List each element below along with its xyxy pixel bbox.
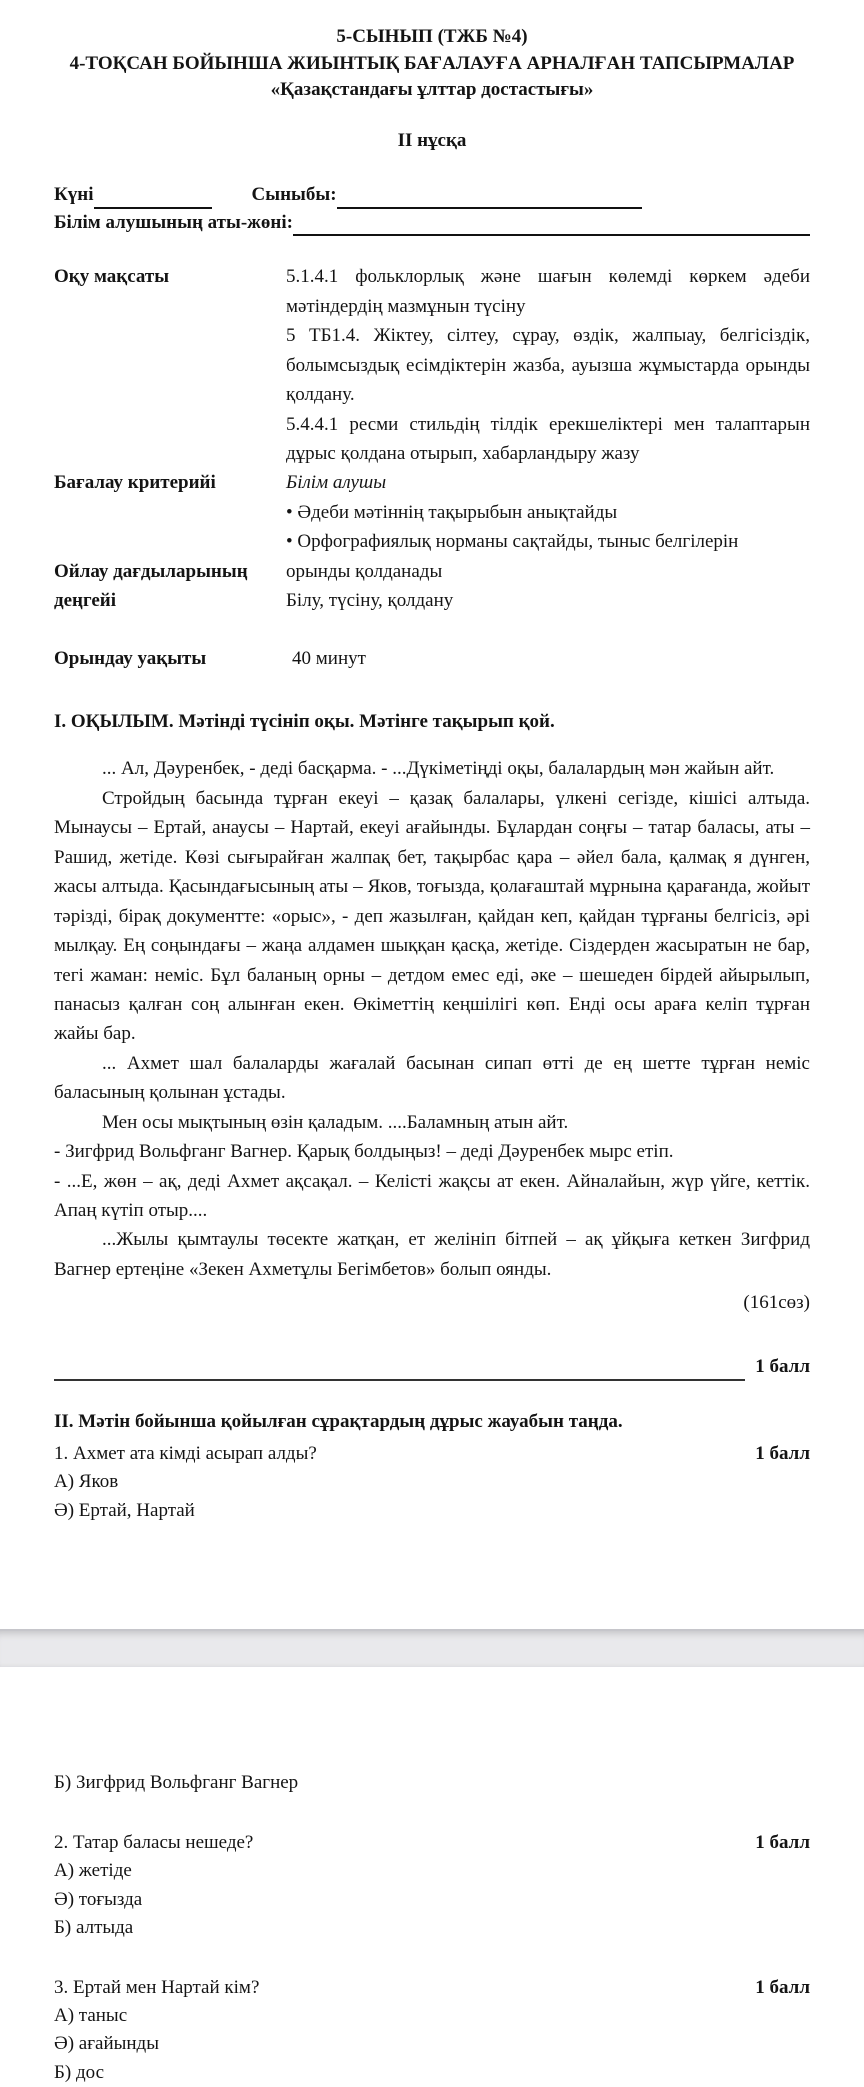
name-row [54, 209, 810, 237]
criteria-label: Бағалау критерийі [54, 468, 286, 556]
question-2-score: 1 балл [755, 1828, 810, 1857]
name-blank-line [293, 214, 810, 236]
question-1-text: 1. Ахмет ата кімді асырап алды? [54, 1439, 317, 1468]
question-1-option-b: Б) Зигфрид Вольфганг Вагнер [54, 1769, 810, 1798]
document-title-line1: 5-СЫНЫП (ТЖБ №4) [54, 24, 810, 51]
document-header [54, 24, 810, 104]
question-3-option-a: А) таныс [54, 2002, 810, 2031]
variant-title: ІІ нұсқа [54, 126, 810, 155]
date-blank-line [94, 187, 212, 209]
question-2 [54, 1828, 810, 1943]
reading-section-heading: І. ОҚЫЛЫМ. Мәтінді түсініп оқы. Мәтінге тақырып қой. [54, 707, 810, 736]
question-1 [54, 1439, 810, 1525]
duration-label: Орындау уақыты [54, 644, 286, 673]
title-answer-row [54, 1352, 810, 1381]
passage-paragraph: ... Ахмет шал балаларды жағалай басынан сипап өтті де ең шетте тұрған неміс баласының қолынан ұстады. [54, 1049, 810, 1108]
thinking-skills-value [286, 557, 810, 616]
class-blank-line [337, 187, 642, 209]
passage-paragraph: ... Ал, Дәуренбек, - деді басқарма. - ...Дүкіметіңді оқы, балалардың мән жайын айт. [54, 754, 810, 783]
criteria-line: • Орфографиялық норманы сақтайды, тыныс белгілерін [286, 527, 810, 556]
criteria-line: • Әдеби мәтіннің тақырыбын анықтайды [286, 498, 810, 527]
question-1-option-ae: Ә) Ертай, Нартай [54, 1497, 810, 1526]
passage-paragraph: Мен осы мықтының өзін қаладым. ....Баламның атын айт. [54, 1108, 810, 1137]
objective-label: Оқу мақсаты [54, 262, 286, 468]
duration-line: 40 минут [286, 644, 810, 673]
objective-line: 5 ТБ1.4. Жіктеу, сілтеу, сұрау, өздік, жалпыау, белгісіздік, болымсыздық есімдіктерін жазба, ауызша жұмыстарда орынды қолдану. [286, 321, 810, 409]
objective-line: 5.1.4.1 фольклорлық және шағын көлемді көркем әдеби мәтіндердің мазмұнын түсіну [286, 262, 810, 321]
passage-paragraph: - ...Е, жөн – ақ, деді Ахмет ақсақал. – Келісті жақсы ат екен. Айналайын, жүр үйге, кеттік. Апаң күтіп отыр.... [54, 1167, 810, 1226]
assessment-info-table [54, 262, 810, 673]
date-class-row [54, 181, 810, 209]
criteria-value [286, 468, 810, 556]
question-3-text: 3. Ертай мен Нартай кім? [54, 1973, 259, 2002]
question-3-row [54, 1973, 810, 2002]
question-2-text: 2. Татар баласы нешеде? [54, 1828, 253, 1857]
word-count: (161сөз) [54, 1288, 810, 1317]
title-answer-blank-line [54, 1359, 745, 1381]
name-label: Білім алушының аты-жөні: [54, 209, 293, 237]
page-2 [0, 1667, 864, 2087]
thinking-skills-label: Ойлау дағдыларының деңгейі [54, 557, 286, 616]
student-fields [54, 181, 810, 236]
objective-line: 5.4.4.1 ресми стильдің тілдік ерекшеліктері мен талаптарын дұрыс қолдана отырып, хабарландыру жазу [286, 410, 810, 469]
question-1-option-a: А) Яков [54, 1468, 810, 1497]
passage-paragraph: ...Жылы қымтаулы төсекте жатқан, ет желініп бітпей – ақ ұйқыға кеткен Зигфрид Вагнер ертеңіне «Зекен Ахметұлы Бегімбетов» болып оянды. [54, 1225, 810, 1284]
question-3 [54, 1973, 810, 2087]
objective-value [286, 262, 810, 468]
questions-section-heading: ІІ. Мәтін бойынша қойылған сұрақтардың дұрыс жауабын таңда. [54, 1407, 810, 1436]
date-label: Күні [54, 181, 94, 209]
question-3-score: 1 балл [755, 1973, 810, 2002]
criteria-intro: Білім алушы [286, 468, 810, 497]
document-title-line2: 4-ТОҚСАН БОЙЫНША ЖИЫНТЫҚ БАҒАЛАУҒА АРНАЛҒАН ТАПСЫРМАЛАР [54, 51, 810, 78]
question-2-option-ae: Ә) тоғызда [54, 1886, 810, 1915]
class-label: Сыныбы: [252, 181, 337, 209]
question-3-option-b: Б) дос [54, 2059, 810, 2087]
thinking-skills-line: орынды қолданады [286, 557, 810, 586]
question-1-score: 1 балл [755, 1439, 810, 1468]
question-2-option-b: Б) алтыда [54, 1914, 810, 1943]
reading-passage [54, 754, 810, 1284]
duration-value [286, 644, 810, 673]
title-answer-score: 1 балл [755, 1352, 810, 1381]
question-3-option-ae: Ә) ағайынды [54, 2030, 810, 2059]
passage-paragraph: - Зигфрид Вольфганг Вагнер. Қарық болдыңыз! – деді Дәуренбек мырс етіп. [54, 1137, 810, 1166]
question-2-option-a: А) жетіде [54, 1857, 810, 1886]
table-row-spacer [54, 616, 810, 644]
question-1-row [54, 1439, 810, 1468]
thinking-skills-line: Білу, түсіну, қолдану [286, 586, 810, 615]
question-2-row [54, 1828, 810, 1857]
page-break-separator [0, 1629, 864, 1667]
passage-paragraph: Стройдың басында тұрған екеуі – қазақ балалары, үлкені сегізде, кішісі алтыда. Мынаусы – Ертай, анаусы – Нартай, екеуі ағайынды. Бұлардан соңғы – татар баласы, аты – Рашид, жетіде. Көзі сығырайған жалпақ бет, тақырбас қара – әйел бала, қалмақ я дүнген, жасы алтыда. Қасындағысының аты – Яков, тоғызда, қолағаштай мұрнына қарағанда, жойыт тәрізді, бірақ документте: «орыс», - деп жазылған, қайдан кеп, қайдан тұрғаны белгісіз, әрі мылқау. Ең соңындағы – жаңа алдамен шыққан қасқа, жетіде. Сіздерден жасыратын не бар, тегі жаман: неміс. Бұл баланың орны – детдом емес еді, әке – шешеден бірдей айырылып, панасыз қалған соң алынған екен. Өкіметтің кеңшілігі көп. Енді осы араға келіп тұрған жайы бар. [54, 784, 810, 1049]
document-title-line3: «Қазақстандағы ұлттар достастығы» [54, 77, 810, 104]
